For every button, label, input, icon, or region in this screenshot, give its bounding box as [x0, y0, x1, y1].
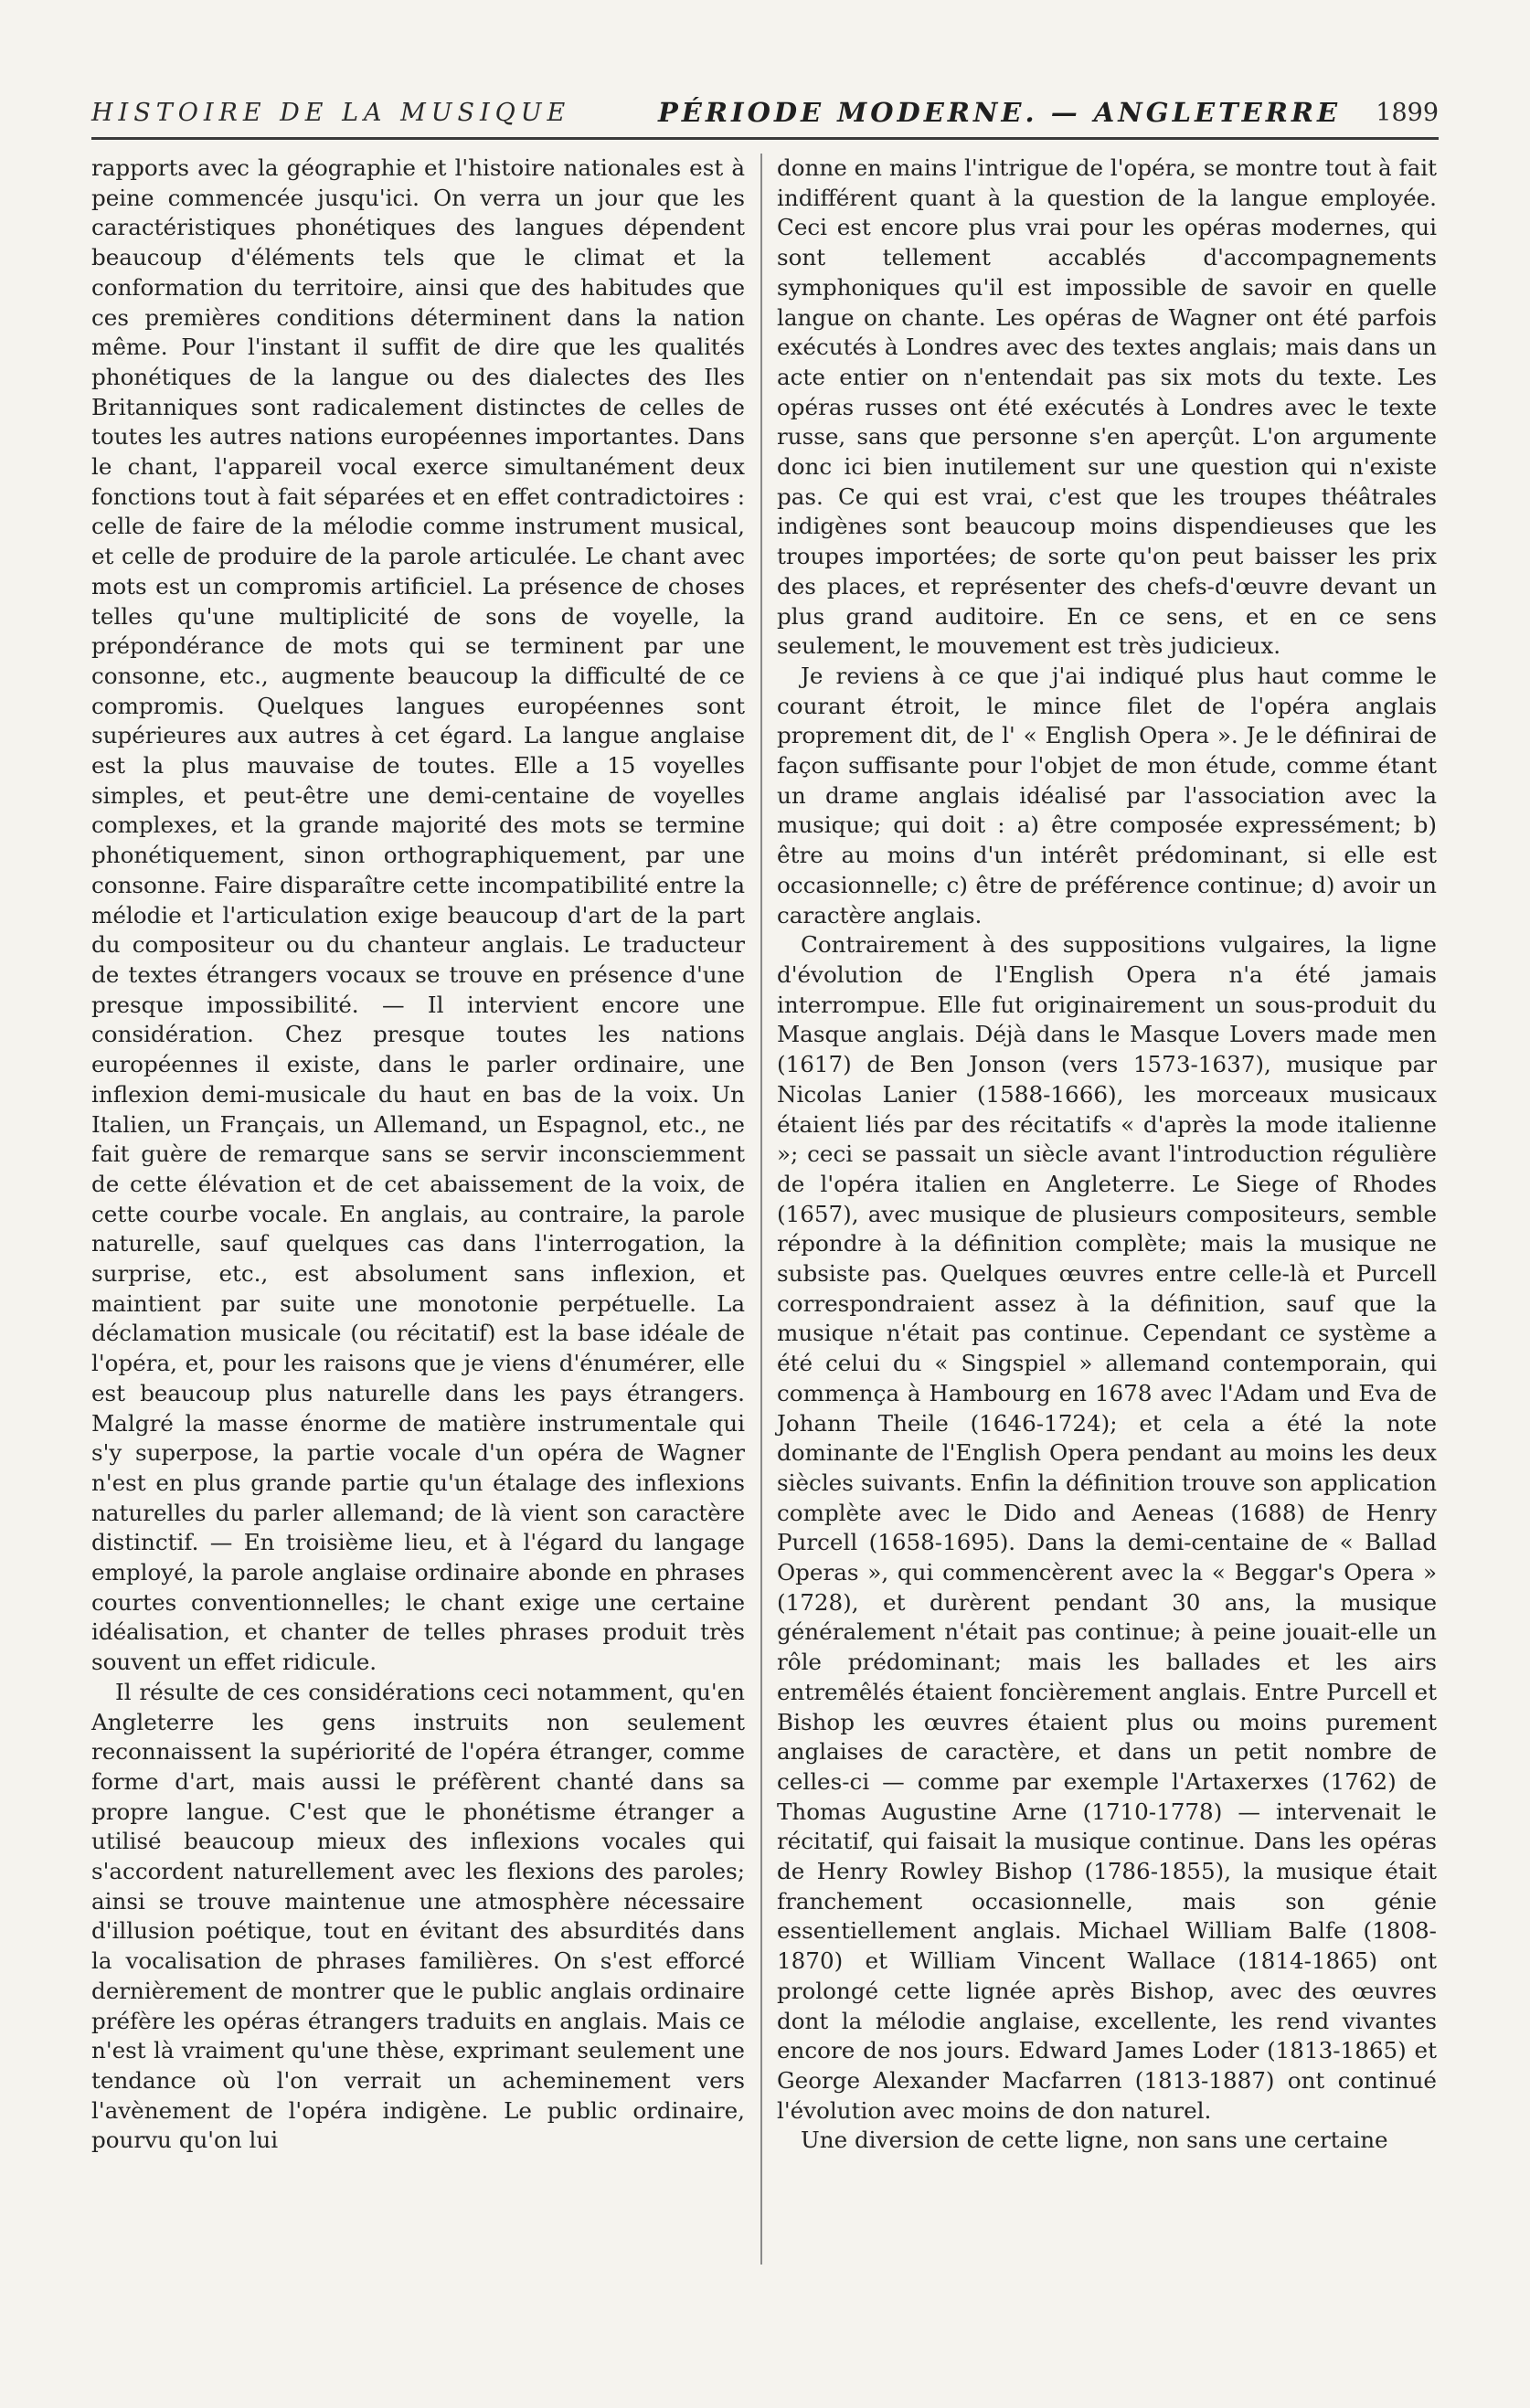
running-header [91, 99, 1439, 139]
paragraph: rapports avec la géographie et l'histoire nationales est à peine commencée jusqu'ici. On verra un jour que les caractéristiques phonétiques des langues dépendent beaucoup d'éléments tels que le climat et la conformation du territoire, ainsi que des habitudes que ces premières conditions déterminent dans la nation même. Pour l'instant il suffit de dire que les qualités phonétiques de la langue ou des dialectes des Iles Britanniques sont radicalement distinctes de celles de toutes les autres nations européennes importantes. Dans le chant, l'appareil vocal exerce simultanément deux fonctions tout à fait séparées et en effet contradictoires : celle de faire de la mélodie comme instrument musical, et celle de produire de la parole articulée. Le chant avec mots est un compromis artificiel. La présence de choses telles qu'une multiplicité de sons de voyelle, la prépondérance de mots qui se terminent par une consonne, etc., augmente beaucoup la difficulté de ce compromis. Quelques langues européennes sont supérieures aux autres à cet égard. La langue anglaise est la plus mauvaise de toutes. Elle a 15 voyelles simples, et peut-être une demi-centaine de voyelles complexes, et la grande majorité des mots se termine phonétiquement, sinon orthographiquement, par une consonne. Faire disparaître cette incompatibilité entre la mélodie et l'articulation exige beaucoup d'art de la part du compositeur ou du chanteur anglais. Le traducteur de textes étrangers vocaux se trouve en présence d'une presque impossibilité. — Il intervient encore une considération. Chez presque toutes les nations européennes il existe, dans le parler ordinaire, une inflexion demi-musicale du haut en bas de la voix. Un Italien, un Français, un Allemand, un Espagnol, etc., ne fait guère de remarque sans se servir inconsciemment de cette élévation et de cet abaissement de la voix, de cette courbe vocale. En anglais, au contraire, la parole naturelle, sauf quelques cas dans l'interrogation, la surprise, etc., est absolument sans inflexion, et maintient par suite une monotonie perpétuelle. La déclamation musicale (ou récitatif) est la base idéale de l'opéra, et, pour les raisons que je viens d'énumérer, elle est beaucoup plus naturelle dans les pays étrangers. Malgré la masse énorme de matière instrumentale qui s'y superpose, la partie vocale d'un opéra de Wagner n'est en plus grande partie qu'un étalage des inflexions naturelles du parler allemand; de là vient son caractère distinctif. — En troisième lieu, et à l'égard du langage employé, la parole anglaise ordinaire abonde en phrases courtes conventionnelles; le chant exige une certaine idéalisation, et chanter de telles phrases produit très souvent un effet ridicule. [91, 154, 745, 1676]
header-book-title: HISTOIRE DE LA MUSIQUE [91, 99, 571, 127]
paragraph: Contrairement à des suppositions vulgaires, la ligne d'évolution de l'English Opera n'a été jamais interrompue. Elle fut originairement un sous-produit du Masque anglais. Déjà dans le Masque Lovers made men (1617) de Ben Jonson (vers 1573-1637), musique par Nicolas Lanier (1588-1666), les morceaux musicaux étaient liés par des récitatifs « d'après la mode italienne »; ceci se passait un siècle avant l'introduction régulière de l'opéra italien en Angleterre. Le Siege of Rhodes (1657), avec musique de plusieurs compositeurs, semble répondre à la définition complète; mais la musique ne subsiste pas. Quelques œuvres entre celle-là et Purcell correspondraient assez à la définition, sauf que la musique n'était pas continue. Cependant ce système a été celui du « Singspiel » allemand contemporain, qui commença à Hambourg en 1678 avec l'Adam und Eva de Johann Theile (1646-1724); et cela a été la note dominante de l'English Opera pendant au moins les deux siècles suivants. Enfin la définition trouve son application complète avec le Dido and Aeneas (1688) de Henry Purcell (1658-1695). Dans la demi-centaine de « Ballad Operas », qui commencèrent avec la « Beggar's Opera » (1728), et durèrent pendant 30 ans, la musique généralement n'était pas continue; à peine jouait-elle un rôle prédominant; mais les ballades et les airs entremêlés étaient foncièrement anglais. Entre Purcell et Bishop les œuvres étaient plus ou moins purement anglaises de caractère, et dans un petit nombre de celles-ci — comme par exemple l'Artaxerxes (1762) de Thomas Augustine Arne (1710-1778) — intervenait le récitatif, qui faisait la musique continue. Dans les opéras de Henry Rowley Bishop (1786-1855), la musique était franchement occasionnelle, mais son génie essentiellement anglais. Michael William Balfe (1808-1870) et William Vincent Wallace (1814-1865) ont prolongé cette lignée après Bishop, avec des œuvres dont la mélodie anglaise, excellente, les rend vivantes encore de nos jours. Edward James Loder (1813-1865) et George Alexander Macfarren (1813-1887) ont continué l'évolution avec moins de don naturel. [777, 931, 1437, 2124]
paragraph: Il résulte de ces considérations ceci notamment, qu'en Angleterre les gens instruits non seulement reconnaissent la supériorité de l'opéra étranger, comme forme d'art, mais aussi le préfèrent chanté dans sa propre langue. C'est que le phonétisme étranger a utilisé beaucoup mieux des inflexions vocales qui s'accordent naturellement avec les flexions des paroles; ainsi se trouve maintenue une atmosphère nécessaire d'illusion poétique, tout en évitant des absurdités dans la vocalisation de phrases familières. On s'est efforcé dernièrement de montrer que le public anglais ordinaire préfère les opéras étrangers traduits en anglais. Mais ce n'est là vraiment qu'une thèse, exprimant seulement une tendance où l'on verrait un acheminement vers l'avènement de l'opéra indigène. Le public ordinaire, pourvu qu'on lui [91, 1678, 745, 2154]
paragraph: donne en mains l'intrigue de l'opéra, se montre tout à fait indifférent quant à la question de la langue employée. Ceci est encore plus vrai pour les opéras modernes, qui sont tellement accablés d'accompagnements symphoniques qu'il est impossible de savoir en quelle langue on chante. Les opéras de Wagner ont été parfois exécutés à Londres avec des textes anglais; mais dans un acte entier on n'entendait pas six mots du texte. Les opéras russes ont été exécutés à Londres avec le texte russe, sans que personne s'en aperçût. L'on argumente donc ici bien inutilement sur une question qui n'existe pas. Ce qui est vrai, c'est que les troupes théâtrales indigènes sont beaucoup moins dispendieuses que les troupes importées; de sorte qu'on peut baisser les prix des places, et représenter des chefs-d'œuvre devant un plus grand auditoire. En ce sens, et en ce sens seulement, le mouvement est très judicieux. [777, 154, 1437, 660]
right-column [777, 154, 1437, 2156]
paragraph: Je reviens à ce que j'ai indiqué plus haut comme le courant étroit, le mince filet de l'opéra anglais proprement dit, de l' « English Opera ». Je le définirai de façon suffisante pour l'objet de mon étude, comme étant un drame anglais idéalisé par l'association avec la musique; qui doit : a) être composée expressément; b) être au moins d'un intérêt prédominant, si elle est occasionnelle; c) être de préférence continue; d) avoir un caractère anglais. [777, 662, 1437, 928]
header-section-title: PÉRIODE MODERNE. — ANGLETERRE [658, 97, 1342, 128]
column-divider [760, 154, 762, 2265]
left-column [91, 154, 745, 2156]
header-rule [91, 137, 1439, 140]
paragraph: Une diversion de cette ligne, non sans une certaine [801, 2127, 1388, 2154]
page-number: 1899 [1376, 99, 1439, 127]
